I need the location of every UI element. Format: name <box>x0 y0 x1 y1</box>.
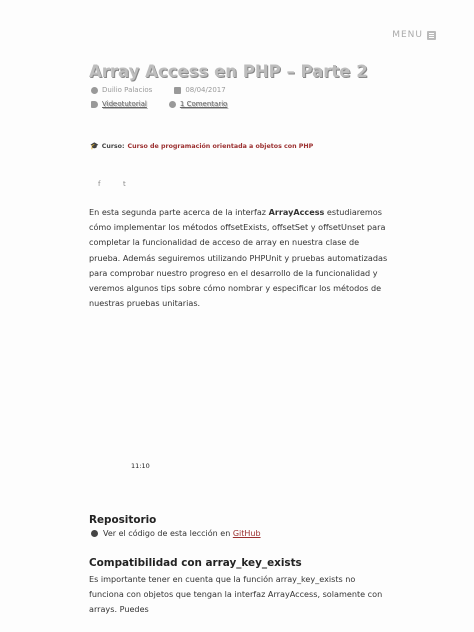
comments-link[interactable]: 1 Comentario <box>179 100 228 108</box>
twitter-share-icon[interactable]: t <box>123 180 126 188</box>
repo-text: Ver el código de esta lección en <box>103 529 233 538</box>
interface-name: ArrayAccess <box>268 207 325 217</box>
post-meta-taxonomy <box>91 100 227 108</box>
post-title: Array Access en PHP – Parte 2 <box>89 62 368 81</box>
menu-label: MENU <box>392 30 423 40</box>
course-info <box>90 142 313 150</box>
user-icon <box>91 87 98 94</box>
compat-heading: Compatibilidad con array_key_exists <box>89 557 302 569</box>
post-meta-author-date <box>91 86 226 94</box>
menu-button[interactable] <box>392 30 436 40</box>
course-link[interactable]: Curso de programación orientada a objetos con PHP <box>127 142 314 150</box>
graduation-cap-icon: 🎓 <box>90 142 99 150</box>
compat-text: Es importante tener en cuenta que la función array_key_exists no funciona con objetos que tengan la interfaz ArrayAccess, solamente con arrays. Puedes <box>89 574 383 615</box>
comment-icon <box>169 101 176 108</box>
calendar-icon <box>174 87 181 94</box>
category-link[interactable]: Videotutorial <box>102 100 147 108</box>
menu-icon <box>427 31 436 40</box>
post-date: 08/04/2017 <box>185 86 226 94</box>
video-duration: 11:10 <box>131 462 150 470</box>
course-label: Curso: <box>101 142 125 150</box>
post-author: Duilio Palacios <box>102 86 153 94</box>
github-link[interactable]: GitHub <box>232 529 261 538</box>
github-icon <box>91 530 98 537</box>
repo-heading: Repositorio <box>89 514 157 526</box>
repo-line <box>91 529 261 538</box>
post-intro: En esta segunda parte acerca de la interfaz ArrayAccess estudiaremos cómo implementar los métodos offsetExists, offsetSet y offsetUnset para completar la funcionalidad de acceso de array en nuestra clase de prueba. Además seguiremos utilizando PHPUnit y pruebas automatizadas para comprobar nuestro progreso en el desarrollo de la funcionalidad y veremos algunos tips sobre cómo nombrar y especificar los métodos de nuestras pruebas unitarias. <box>89 207 388 309</box>
folder-icon <box>91 101 98 108</box>
facebook-share-icon[interactable]: f <box>98 180 101 188</box>
